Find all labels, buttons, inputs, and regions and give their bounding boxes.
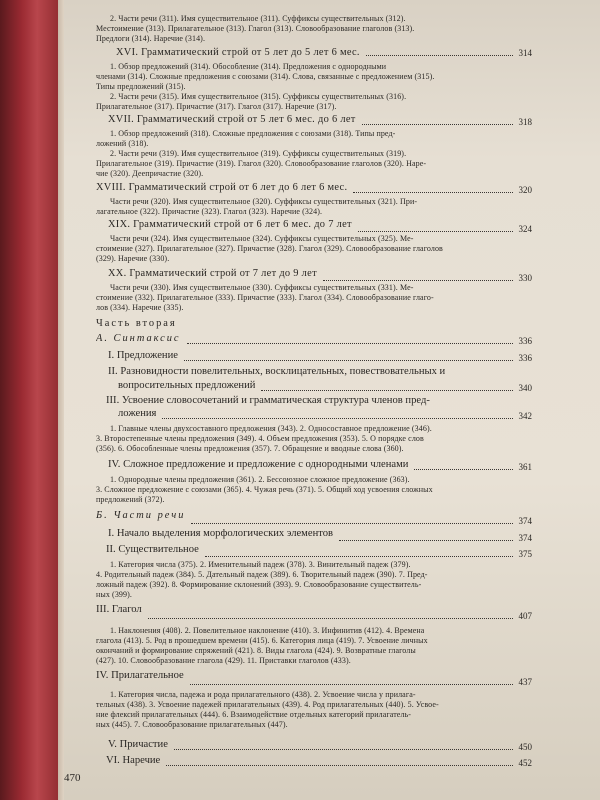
page-number: 470	[64, 772, 81, 784]
toc-leader-dots	[184, 359, 513, 361]
toc-line: лов (334). Наречие (335).	[96, 303, 184, 312]
toc-line: 1. Главные члены двухсоставного предложения (343). 2. Односоставное предложение (346).	[110, 424, 432, 433]
toc-line: IV. Прилагательное	[96, 670, 184, 681]
toc-line: лагательное (322). Причастие (323). Глагол (323). Наречие (324).	[96, 207, 323, 216]
toc-page-number: 336	[518, 336, 532, 346]
toc-line: чие (320). Деепричастие (320).	[96, 169, 204, 178]
toc-line: II. Разновидности повелительных, восклицательных, повествовательных и	[108, 366, 446, 377]
toc-line: ложный падеж (392). 8. Формирование склонений (393). 9. Словообразование существитель-	[96, 580, 422, 589]
toc-line: А. Синтаксис	[96, 333, 181, 344]
toc-page-number: 314	[518, 48, 532, 58]
toc-leader-dots	[261, 389, 512, 391]
toc-line: XVI. Грамматический строй от 5 лет до 5 лет 6 мес.	[116, 47, 360, 58]
toc-line: Части речи (320). Имя существительное (320). Суффиксы существительных (321). При-	[110, 197, 418, 206]
toc-line: XX. Грамматический строй от 7 лет до 9 лет	[108, 268, 317, 279]
toc-line: XVIII. Грамматический строй от 6 лет до 6 лет 6 мес.	[96, 182, 348, 193]
toc-page-number: 375	[518, 549, 532, 559]
toc-leader-dots	[205, 555, 513, 557]
toc-line: Прилагательное (319). Причастие (319). Глагол (320). Словообразование глаголов (320). Наре-	[96, 159, 427, 168]
toc-line: VI. Наречие	[106, 755, 161, 766]
toc-line: Часть вторая	[96, 318, 177, 329]
toc-line: 1. Однородные члены предложения (361). 2. Бессоюзное сложное предложение (363).	[110, 475, 410, 484]
toc-line: 3. Второстепенные члены предложения (349). 4. Объем предложения (353). 5. О порядке слов	[96, 434, 424, 443]
toc-page-number: 361	[518, 462, 532, 472]
toc-leader-dots	[414, 468, 512, 470]
toc-line: XIX. Грамматический строй от 6 лет 6 мес. до 7 лет	[108, 219, 352, 230]
toc-line: IV. Сложное предложение и предложение с однородными членами	[108, 459, 409, 470]
toc-line: 3. Сложное предложение с союзами (365). 4. Чужая речь (371). 5. Общий ход усвоения сложных	[96, 485, 433, 494]
toc-line: 2. Части речи (311). Имя существительное (311). Суффиксы существительных (312).	[110, 14, 406, 23]
toc-page-number: 318	[518, 117, 532, 127]
toc-leader-dots	[174, 748, 513, 750]
toc-page-number: 450	[518, 742, 532, 752]
toc-line: III. Глагол	[96, 604, 142, 615]
toc-line: ние флексий прилагательных (444). 6. Взаимодействие отдельных категорий прилагатель-	[96, 710, 412, 719]
toc-leader-dots	[366, 54, 513, 56]
toc-line: 2. Части речи (315). Имя существительное (315). Суффиксы существительных (316).	[110, 92, 407, 101]
toc-line: (329). Наречие (330).	[96, 254, 170, 263]
toc-line: 1. Обзор предложений (318). Сложные предложения с союзами (318). Типы пред-	[110, 129, 396, 138]
toc-line: 1. Наклонения (408). 2. Повелительное наклонение (410). 3. Инфинитив (412). 4. Времена	[110, 626, 425, 635]
toc-line: I. Предложение	[108, 350, 178, 361]
toc-page-number: 330	[518, 273, 532, 283]
toc-leader-dots	[166, 764, 512, 766]
toc-line: окончаний и формирование спряжений (421). 8. Виды глагола (424). 9. Возвратные глаголы	[96, 646, 416, 655]
toc-line: вопросительных предложений	[118, 380, 256, 391]
toc-page-number: 324	[518, 224, 532, 234]
toc-line: Прилагательное (317). Причастие (317). Глагол (317). Наречие (317).	[96, 102, 337, 111]
toc-leader-dots	[358, 230, 513, 232]
toc-line: (356). 6. Обособленные члены предложения (357). 7. Обращение и вводные слова (360).	[96, 444, 404, 453]
toc-leader-dots	[190, 683, 513, 685]
toc-leader-dots	[353, 191, 512, 193]
toc-leader-dots	[191, 522, 512, 524]
toc-line: 1. Обзор предложений (314). Обособление (314). Предложения с однородными	[110, 62, 387, 71]
toc-line: Части речи (324). Имя существительное (324). Суффиксы существительных (325). Ме-	[110, 234, 414, 243]
toc-page-number: 342	[518, 411, 532, 421]
toc-line: (427). 10. Словообразование глагола (429). 11. Приставки глаголов (433).	[96, 656, 351, 665]
toc-line: стоимение (332). Прилагательное (333). Причастие (333). Глагол (334). Словообразование глаго-	[96, 293, 434, 302]
toc-page-number: 336	[518, 353, 532, 363]
toc-leader-dots	[162, 417, 512, 419]
toc-line: Местоимение (313). Прилагательное (313). Глагол (313). Словообразование глаголов (313).	[96, 24, 415, 33]
toc-page-number: 437	[518, 677, 532, 687]
toc-page-number: 340	[518, 383, 532, 393]
toc-leader-dots	[323, 279, 513, 281]
toc-leader-dots	[339, 539, 512, 541]
toc-line: ложений (318).	[96, 139, 149, 148]
toc-line: ных (445). 7. Словообразование прилагательных (447).	[96, 720, 288, 729]
toc-line: V. Причастие	[108, 739, 168, 750]
toc-line: ложения	[118, 408, 157, 419]
toc-line: Типы предложений (315).	[96, 82, 186, 91]
toc-leader-dots	[148, 617, 513, 619]
toc-line: I. Начало выделения морфологических элементов	[108, 528, 334, 539]
toc-line: Части речи (330). Имя существительное (330). Суффиксы существительных (331). Ме-	[110, 283, 414, 292]
toc-line: Предлоги (314). Наречие (314).	[96, 34, 206, 43]
toc-line: стоимение (327). Прилагательное (327). Причастие (328). Глагол (329). Словообразование глаголов	[96, 244, 443, 253]
toc-line: предложений (372).	[96, 495, 165, 504]
toc-line: глагола (413). 5. Род в прошедшем времени (415). 6. Категория лица (419). 7. Усвоение личных	[96, 636, 428, 645]
toc-line: членами (314). Сложные предложения с союзами (314). Слова, связанные с предложением (315).	[96, 72, 435, 81]
toc-line: 1. Категория числа (375). 2. Именительный падеж (378). 3. Винительный падеж (379).	[110, 560, 411, 569]
toc-page-number: 374	[518, 516, 532, 526]
toc-line: XVII. Грамматический строй от 5 лет 6 мес. до 6 лет	[108, 114, 356, 125]
toc-leader-dots	[187, 342, 513, 344]
toc-line: ных (399).	[96, 590, 132, 599]
toc-line: III. Усвоение словосочетаний и грамматическая структура членов пред-	[106, 395, 430, 406]
toc-page-number: 452	[518, 758, 532, 768]
toc-line: 1. Категория числа, падежа и рода прилагательного (438). 2. Усвоение числа у прилага-	[110, 690, 416, 699]
toc-line: 2. Части речи (319). Имя существительное (319). Суффиксы существительных (319).	[110, 149, 407, 158]
toc-line: тельных (438). 3. Усвоение падежей прилагательных (439). 4. Род прилагательных (440). 5. Усвое-	[96, 700, 439, 709]
toc-line: Б. Части речи	[96, 510, 186, 521]
toc-page-number: 407	[518, 611, 532, 621]
toc-page-number: 374	[518, 533, 532, 543]
toc-leader-dots	[362, 123, 513, 125]
toc-page-number: 320	[518, 185, 532, 195]
toc-line: II. Существительное	[106, 544, 199, 555]
toc-line: 4. Родительный падеж (384). 5. Дательный падеж (389). 6. Творительный падеж (390). 7. Пред-	[96, 570, 428, 579]
